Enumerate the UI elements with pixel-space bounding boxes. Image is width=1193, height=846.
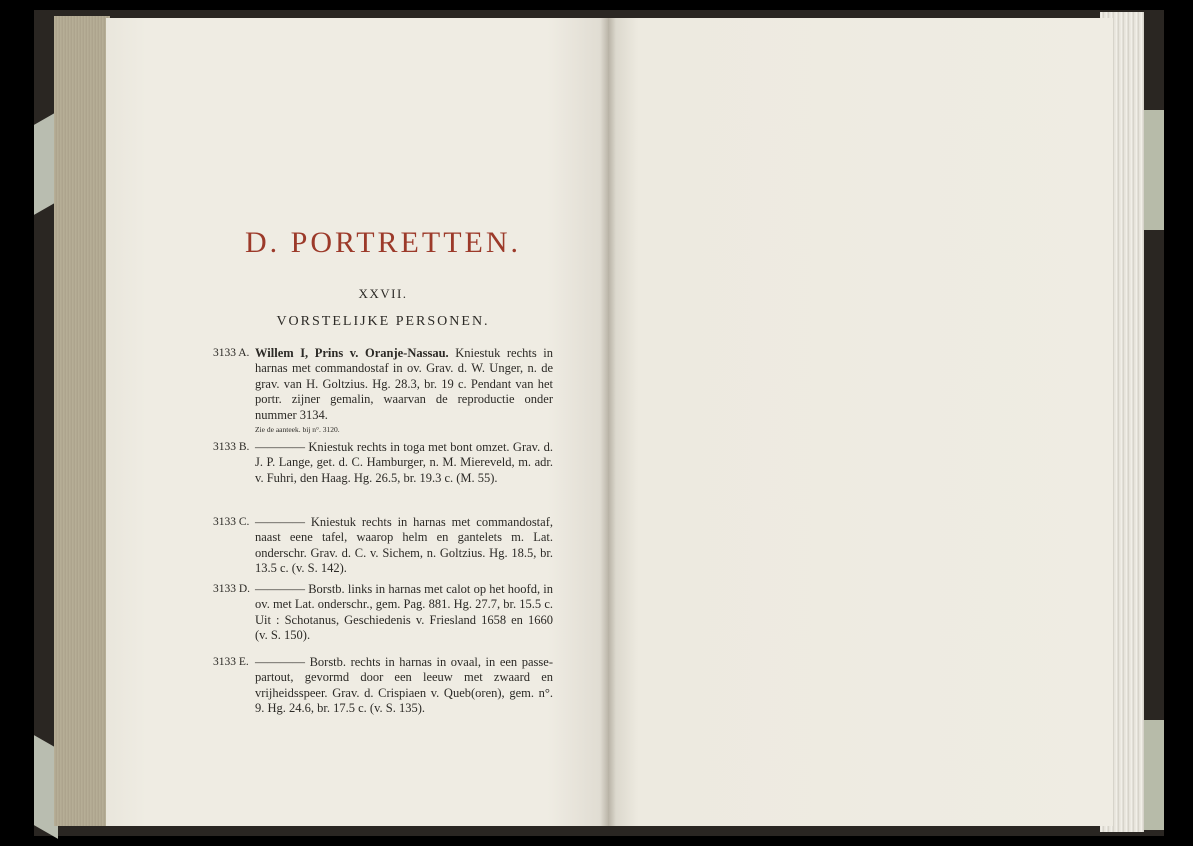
catalog-entry — [213, 582, 553, 644]
catalog-entry — [213, 346, 553, 436]
book-gutter — [600, 18, 616, 826]
entry-note: Zie de aanteek. bij n°. 3120. — [255, 425, 340, 435]
entry-text: Kniestuk rechts in harnas met commandostaf in ov. Grav. d. W. Unger, n. de grav. van H. Goltzius. Hg. 28.3, br. 19 c. Pendant van het portr. zijner gemalin, waarvan de reproductie onder nummer 3134. — [255, 346, 553, 422]
entry-text: ———— Borstb. rechts in harnas in ovaal, in een passe-partout, gevormd door een leeuw met zwaard en vrijheidsspeer. Grav. d. Crispiaen v. Queb(oren), gem. n°. 9. Hg. 24.6, br. 17.5 c. (v. S. 135). — [255, 655, 553, 716]
section-title: D. PORTRETTEN. — [244, 226, 522, 259]
entry-body — [255, 655, 553, 717]
entry-text: ———— Kniestuk rechts in harnas met commandostaf, naast eene tafel, waarop helm en gantelets m. Lat. onderschr. Grav. d. C. v. Sichem, n. Goltzius. Hg. 18.5, br. 13.5 c. (v. S. 142). — [255, 515, 553, 576]
entry-text: ———— Kniestuk rechts in toga met bont omzet. Grav. d. J. P. Lange, get. d. C. Hamburger, n. M. Miereveld, m. adr. v. Fuhri, den Haag. Hg. 26.5, br. 19.3 c. (M. 55). — [255, 440, 553, 485]
catalog-entry — [213, 440, 553, 486]
entry-body — [255, 440, 553, 486]
catalog-entry — [213, 515, 553, 577]
catalog-entry — [213, 655, 553, 717]
entry-body — [255, 515, 553, 577]
right-page-blank — [608, 18, 1113, 826]
entry-body — [255, 346, 553, 423]
entry-number: 3133 B. — [213, 441, 250, 453]
entry-number: 3133 D. — [213, 583, 251, 595]
entry-lead: Willem I, Prins v. Oranje-Nassau. — [255, 346, 449, 360]
chapter-numeral: XXVII. — [358, 286, 408, 301]
entry-number: 3133 A. — [213, 347, 250, 359]
chapter-subtitle: VORSTELIJKE PERSONEN. — [276, 314, 490, 329]
entry-number: 3133 E. — [213, 656, 249, 668]
left-page-edges — [54, 16, 110, 826]
entry-text: ———— Borstb. links in harnas met calot op het hoofd, in ov. met Lat. onderschr., gem. Pag. 881. Hg. 27.7, br. 15.5 c. Uit : Schotanus, Geschiedenis v. Friesland 1658 en 1660 (v. S. 150). — [255, 582, 553, 643]
entry-body — [255, 582, 553, 644]
entry-number: 3133 C. — [213, 516, 250, 528]
